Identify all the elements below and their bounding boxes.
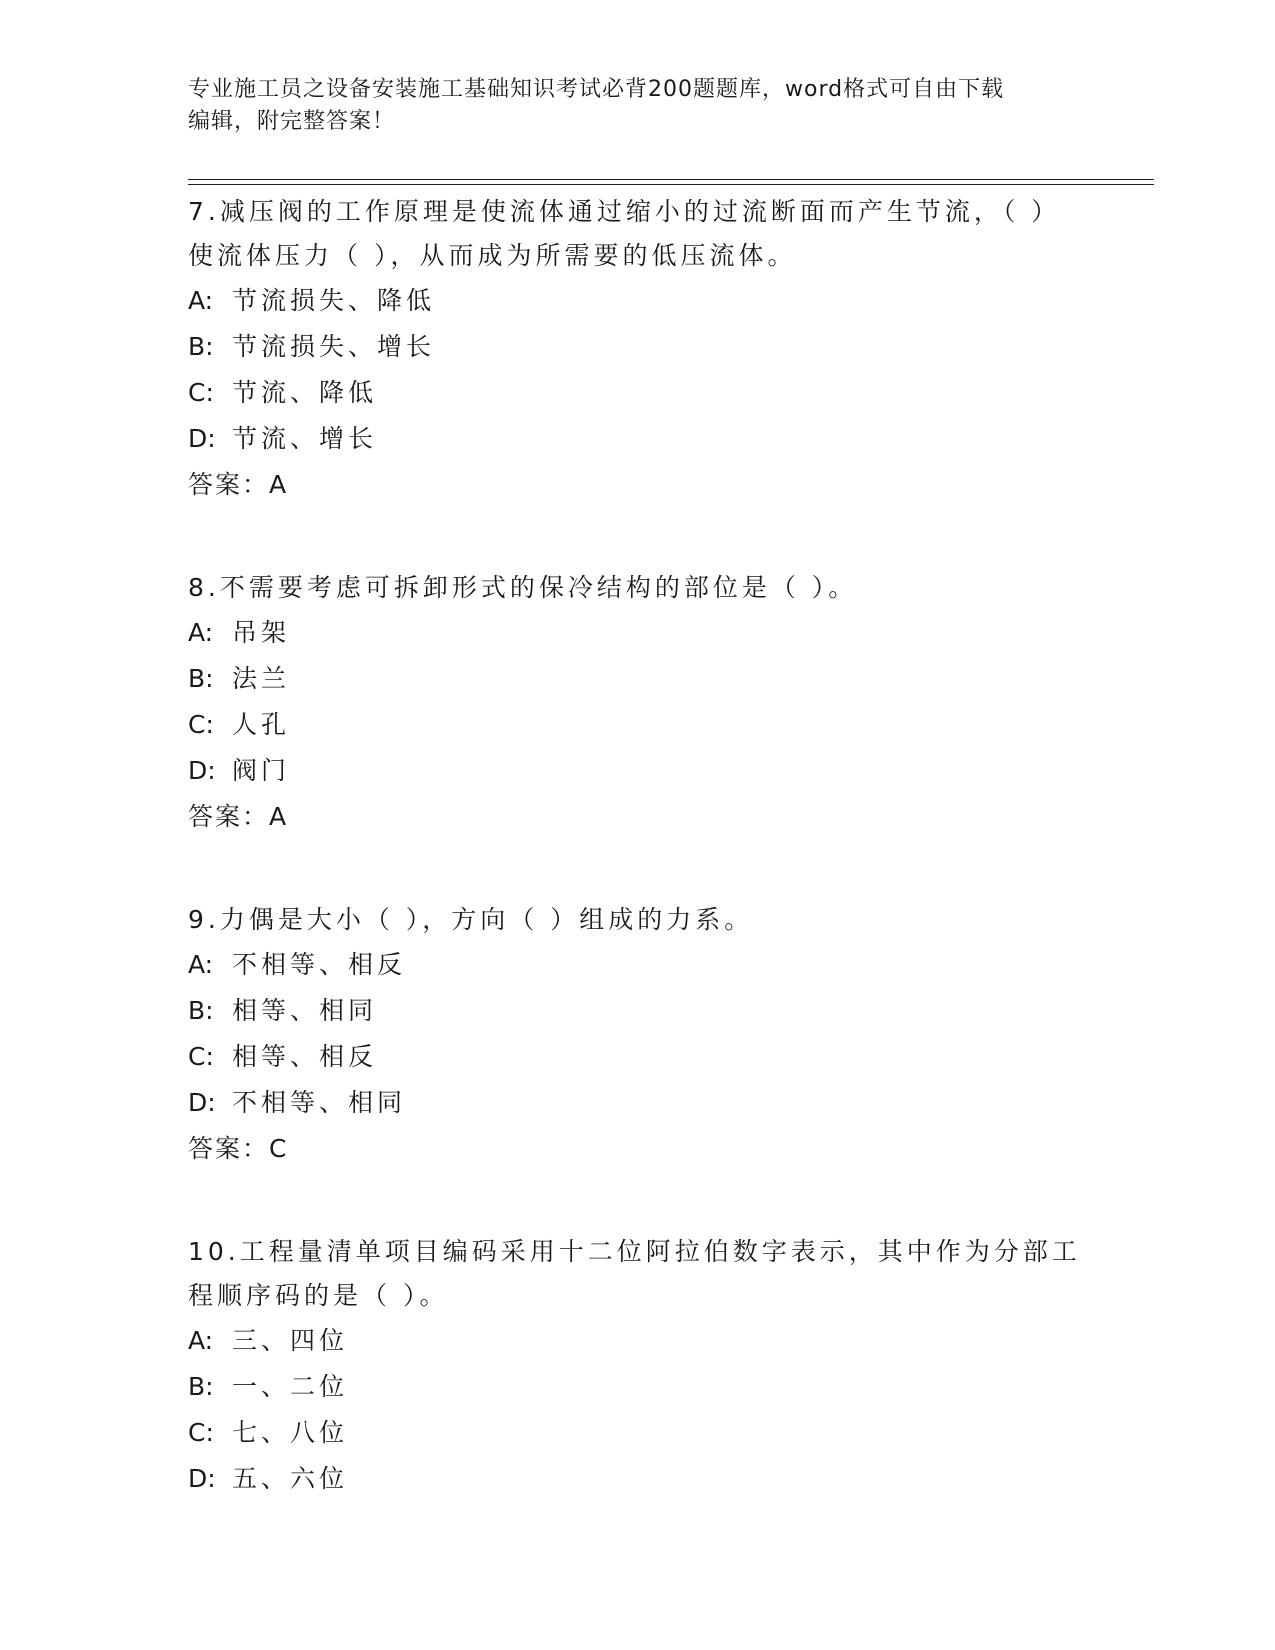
option-text: 法兰 <box>232 664 291 693</box>
option-text: 阀门 <box>232 756 291 785</box>
option-text: 相等、相反 <box>232 1042 378 1071</box>
option-b <box>188 324 1088 370</box>
question-7 <box>188 190 1088 508</box>
option-letter: C: <box>188 1042 214 1071</box>
option-letter: A: <box>188 286 214 315</box>
question-10 <box>188 1230 1088 1502</box>
option-letter: D: <box>188 756 216 785</box>
option-b <box>188 988 1088 1034</box>
option-d <box>188 1456 1088 1502</box>
option-letter: C: <box>188 378 214 407</box>
option-letter: A: <box>188 618 214 647</box>
option-text: 七、八位 <box>232 1418 349 1447</box>
header-divider-top <box>188 179 1154 180</box>
option-a <box>188 1318 1088 1364</box>
option-text: 一、二位 <box>232 1372 349 1401</box>
question-text-line-1: 9.力偶是大小（ ），方向（ ）组成的力系。 <box>188 905 754 934</box>
question-spacer <box>188 1172 1088 1230</box>
option-letter: A: <box>188 1326 214 1355</box>
document-header <box>188 74 1088 138</box>
option-letter: B: <box>188 332 214 361</box>
option-d <box>188 416 1088 462</box>
option-d <box>188 748 1088 794</box>
header-line-1: 专业施工员之设备安装施工基础知识考试必背200题题库，word格式可自由下载 <box>188 77 1005 102</box>
question-list <box>188 190 1088 1502</box>
option-text: 吊架 <box>232 618 291 647</box>
option-text: 相等、相同 <box>232 996 378 1025</box>
question-spacer <box>188 508 1088 566</box>
option-c <box>188 370 1088 416</box>
option-letter: B: <box>188 664 214 693</box>
option-text: 不相等、相同 <box>232 1088 407 1117</box>
option-letter: D: <box>188 1088 216 1117</box>
option-a <box>188 942 1088 988</box>
question-text-line-1: 8.不需要考虑可拆卸形式的保冷结构的部位是（ ）。 <box>188 573 858 602</box>
option-text: 节流、降低 <box>232 378 378 407</box>
option-b <box>188 1364 1088 1410</box>
option-text: 人孔 <box>232 710 291 739</box>
question-text-line-2: 程顺序码的是（ ）。 <box>188 1281 449 1310</box>
option-b <box>188 656 1088 702</box>
option-letter: C: <box>188 1418 214 1447</box>
option-d <box>188 1080 1088 1126</box>
option-text: 节流、增长 <box>232 424 378 453</box>
option-letter: C: <box>188 710 214 739</box>
option-a <box>188 610 1088 656</box>
question-text-line-1: 10.工程量清单项目编码采用十二位阿拉伯数字表示，其中作为分部工 <box>188 1237 1081 1266</box>
question-9 <box>188 898 1088 1172</box>
option-text: 节流损失、降低 <box>232 286 436 315</box>
option-letter: B: <box>188 996 214 1025</box>
option-text: 五、六位 <box>232 1464 349 1493</box>
option-letter: A: <box>188 950 214 979</box>
header-line-2: 编辑，附完整答案！ <box>188 109 396 134</box>
option-letter: D: <box>188 424 216 453</box>
question-8 <box>188 566 1088 840</box>
option-text: 节流损失、增长 <box>232 332 436 361</box>
option-letter: B: <box>188 1372 214 1401</box>
question-text-line-2: 使流体压力（ ），从而成为所需要的低压流体。 <box>188 241 797 270</box>
answer-line: 答案：A <box>188 802 289 831</box>
option-c <box>188 1034 1088 1080</box>
answer-line: 答案：A <box>188 470 289 499</box>
answer-line: 答案：C <box>188 1134 289 1163</box>
option-c <box>188 1410 1088 1456</box>
header-divider-bottom <box>188 184 1154 185</box>
question-spacer <box>188 840 1088 898</box>
option-letter: D: <box>188 1464 216 1493</box>
option-text: 不相等、相反 <box>232 950 407 979</box>
question-text-line-1: 7.减压阀的工作原理是使流体通过缩小的过流断面而产生节流，（ ） <box>188 197 1061 226</box>
option-text: 三、四位 <box>232 1326 349 1355</box>
option-a <box>188 278 1088 324</box>
option-c <box>188 702 1088 748</box>
